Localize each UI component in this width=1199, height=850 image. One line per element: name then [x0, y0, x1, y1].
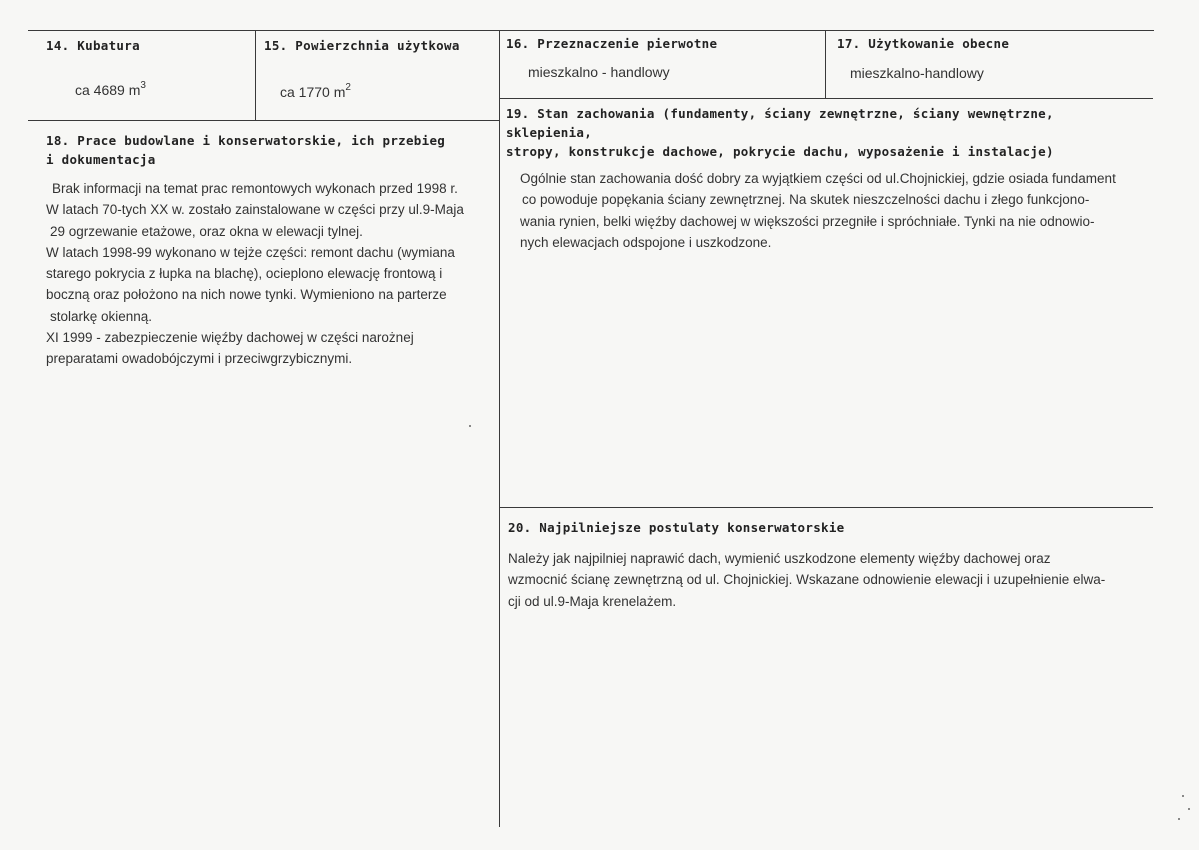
field-18-line-9: preparatami owadobójczymi i przeciwgrzybicznymi.: [46, 351, 353, 367]
field-16-value: mieszkalno - handlowy: [528, 64, 670, 80]
field-18-line-5: starego pokrycia z łupka na blachę), ocieplono elewację frontową i: [46, 266, 443, 282]
field-16-heading: 16. Przeznaczenie pierwotne: [506, 36, 718, 51]
field-19-line-1: Ogólnie stan zachowania dość dobry za wyjątkiem części od ul.Chojnickiej, gdzie osiada fundament: [520, 171, 1116, 186]
divider-above-20: [499, 507, 1153, 508]
field-18-line-8: XI 1999 - zabezpieczenie więźby dachowej w części narożnej: [46, 330, 414, 346]
field-19-line-3: wania rynien, belki więźby dachowej w większości przegniłe i spróchniałe. Tynki na nie odnowio-: [520, 213, 1095, 229]
field-19-heading: [506, 104, 1146, 161]
field-20-body: [508, 548, 1148, 612]
field-15-value-text: ca 1770 m: [280, 84, 346, 100]
field-18-line-7: stolarkę okienną.: [50, 308, 153, 324]
scan-speck: [469, 425, 471, 427]
field-18-line-2: W latach 70-tych XX w. zostało zainstalowane w części przy ul.9-Maja: [46, 202, 464, 218]
field-20-line-3: cji od ul.9-Maja krenelażem.: [508, 593, 677, 609]
divider-16-17: [825, 30, 826, 98]
field-14-value-text: ca 4689 m: [75, 82, 141, 98]
field-18-heading-line-2: i dokumentacja: [46, 152, 156, 167]
field-19-line-4: nych elewacjach odspojone i uszkodzone.: [520, 234, 772, 250]
table-top-border: [28, 30, 1154, 31]
field-18-body: [46, 178, 491, 370]
field-19-body: [520, 168, 1145, 253]
main-column-divider: [499, 30, 500, 827]
scan-speck: [1188, 808, 1190, 810]
field-18-heading: [46, 131, 494, 169]
field-19-heading-line-2: stropy, konstrukcje dachowe, pokrycie dachu, wyposażenie i instalacje): [506, 144, 1054, 159]
divider-under-16-17: [499, 98, 1153, 99]
divider-14-15: [255, 30, 256, 120]
scan-speck: [1178, 818, 1180, 820]
field-17-value: mieszkalno-handlowy: [850, 65, 984, 81]
field-14-heading: 14. Kubatura: [46, 38, 140, 53]
field-14-exponent: 3: [140, 80, 146, 91]
field-15-heading: 15. Powierzchnia użytkowa: [264, 38, 460, 53]
field-18-line-4: W latach 1998-99 wykonano w tejże części: remont dachu (wymiana: [46, 244, 455, 260]
field-20-heading: 20. Najpilniejsze postulaty konserwatorskie: [508, 520, 845, 535]
divider-under-14-15: [28, 120, 499, 121]
field-18-line-6: boczną oraz położono na nich nowe tynki. Wymieniono na parterze: [46, 287, 447, 303]
field-20-line-1: Należy jak najpilniej naprawić dach, wymienić uszkodzone elementy więźby dachowej oraz: [508, 551, 1051, 566]
field-19-heading-line-1: 19. Stan zachowania (fundamenty, ściany zewnętrzne, ściany wewnętrzne, sklepienia,: [506, 106, 1054, 140]
scan-speck: [1182, 795, 1184, 797]
field-15-value: [280, 82, 351, 100]
field-18-line-3: 29 ogrzewanie etażowe, oraz okna w elewacji tylnej.: [50, 223, 363, 239]
field-20-line-2: wzmocnić ścianę zewnętrzną od ul. Chojnickiej. Wskazane odnowienie elewacji i uzupełnienie elwa-: [508, 572, 1106, 588]
field-18-heading-line-1: 18. Prace budowlane i konserwatorskie, ich przebieg: [46, 133, 446, 148]
field-18-line-1: Brak informacji na temat prac remontowych wykonach przed 1998 r.: [52, 181, 458, 196]
field-19-line-2: co powoduje popękania ściany zewnętrznej. Na skutek nieszczelności dachu i złego funkcjono-: [522, 192, 1090, 208]
field-14-value: [75, 80, 146, 98]
field-17-heading: 17. Użytkowanie obecne: [837, 36, 1010, 51]
field-15-exponent: 2: [345, 82, 351, 93]
